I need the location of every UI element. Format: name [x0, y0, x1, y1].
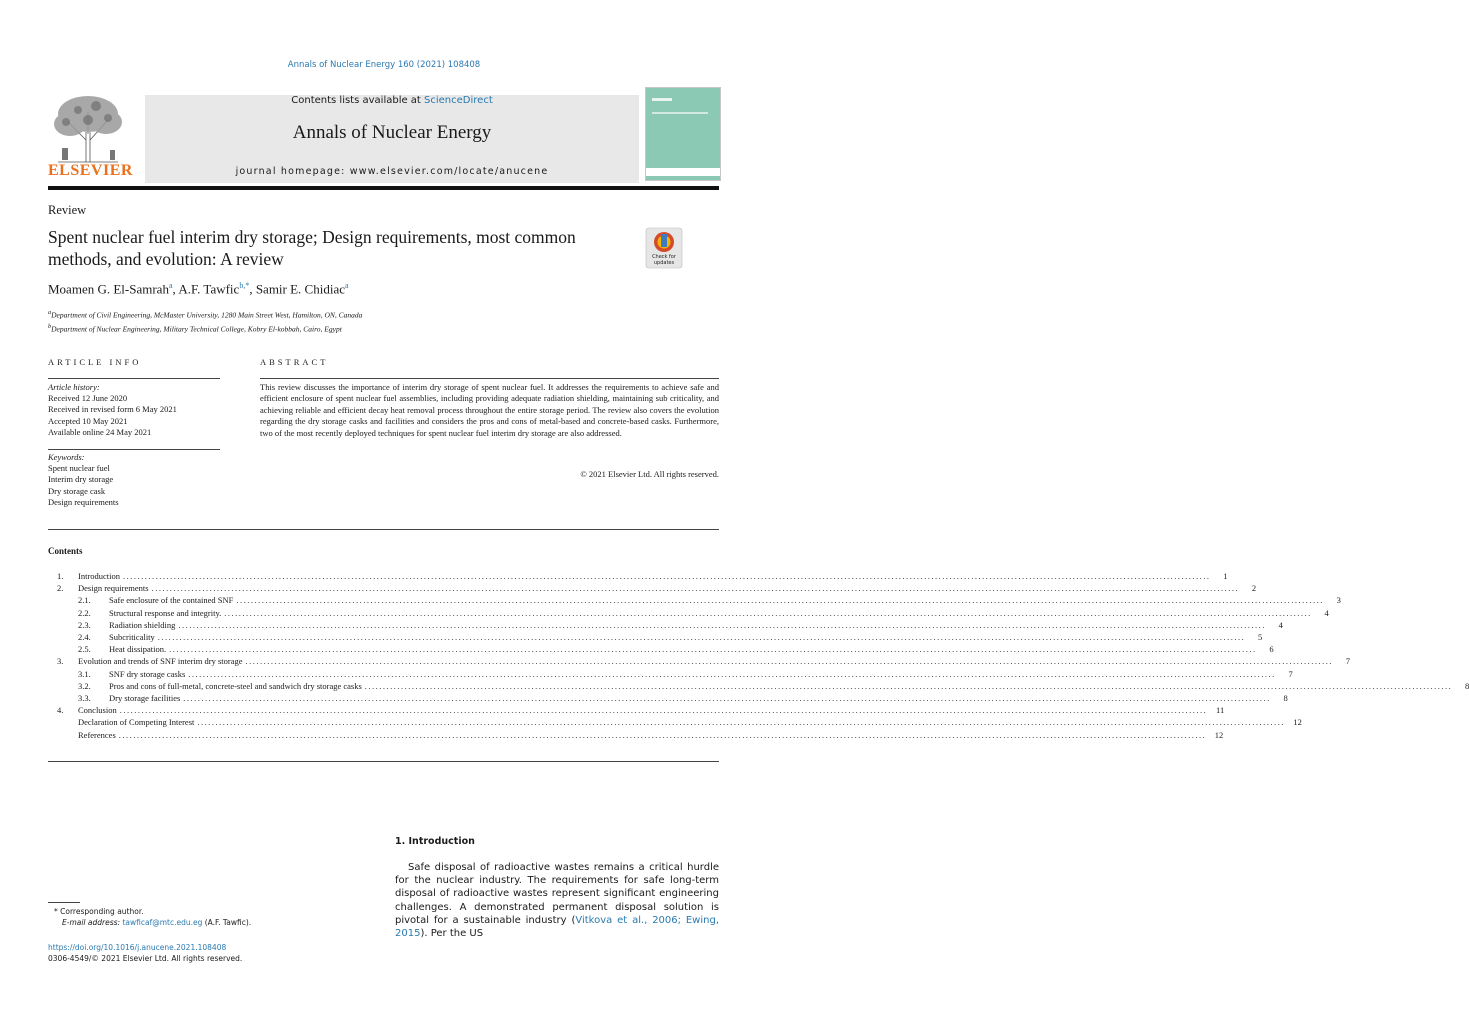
article-history: Article history: Received 12 June 2020 Received in revised form 6 May 2021 Accepted 10 May 2021 Available online 24 May 2021 [48, 382, 177, 437]
toc-leader: ............................................................................................................................................................................................................................................................................................................ [118, 729, 1207, 740]
toc-page-number: 12 [1214, 729, 1224, 740]
toc-title[interactable]: References [78, 729, 116, 740]
divider [48, 761, 719, 762]
toc-page-number: 7 [1345, 656, 1351, 667]
toc-entry[interactable] [48, 656, 1351, 668]
toc-leader: ............................................................................................................................................................................................................................................................................................................ [157, 632, 1246, 642]
toc-number: 2.3. [78, 619, 91, 630]
toc-page-number: 8 [1283, 693, 1288, 703]
toc-leader: ............................................................................................................................................................................................................................................................................................................ [123, 571, 1211, 581]
toc-page-number: 2 [1251, 583, 1257, 594]
journal-reference[interactable]: Annals of Nuclear Energy 160 (2021) 108408 [287, 60, 481, 70]
toc-leader: ............................................................................................................................................................................................................................................................................................................ [364, 680, 1453, 691]
elsevier-wordmark[interactable]: ELSEVIER [48, 162, 133, 179]
issn-line: 0306-4549/© 2021 Elsevier Ltd. All rights reserved. [48, 954, 243, 963]
toc-title[interactable]: Heat dissipation. [109, 644, 167, 655]
abstract-heading: ABSTRACT [260, 357, 329, 367]
doi-link[interactable]: https://doi.org/10.1016/j.anucene.2021.108408 [48, 943, 227, 952]
toc-entry[interactable] [48, 729, 1224, 742]
contents-heading: Contents [48, 546, 83, 556]
divider [260, 378, 719, 379]
abstract-text: This review discusses the importance of interim dry storage of spent nuclear fuel. It addresses the requirements to achieve safe and efficient enclosure of spent nuclear fuel assemblies, including providing adequate radiation shielding, maintaining sub criticality, and achieving reliable and efficient decay heat removal process throughout the entire storage period. The review also covers the evolution regarding the dry storage casks and facilities and considers the pros and cons of metal-based and concrete-based casks. Furthermore, two of the most recently deployed techniques for spent nuclear fuel interim dry storage are also addressed. [260, 382, 719, 438]
toc-entry[interactable] [48, 619, 1283, 632]
toc-page-number: 4 [1278, 619, 1283, 630]
toc-entry[interactable] [48, 668, 1293, 681]
toc-entry[interactable] [48, 717, 1302, 729]
article-info-heading: ARTICLE INFO [48, 357, 142, 367]
contents-prefix: Contents lists available at [291, 95, 425, 106]
author-name: A.F. Tawfic [178, 281, 240, 297]
divider [48, 378, 220, 379]
abstract-copyright: © 2021 Elsevier Ltd. All rights reserved. [580, 469, 719, 479]
svg-text:Check for: Check for [652, 254, 676, 260]
author-affil-mark[interactable]: b,* [239, 281, 250, 290]
toc-title[interactable]: Safe enclosure of the contained SNF [109, 595, 234, 606]
header-rule [48, 186, 719, 190]
toc-number: 2. [57, 583, 64, 594]
toc-number: 4. [57, 705, 64, 716]
crossmark-icon[interactable] [646, 228, 682, 268]
toc-entry[interactable] [48, 583, 1257, 595]
affiliation: $^a$Department of Civil Engineering, McMaster University, 1280 Main Street West, Hamilton, ON, Canada [48, 309, 363, 320]
svg-text:updates: updates [653, 260, 675, 266]
toc-title[interactable]: Radiation shielding [109, 619, 176, 630]
toc-number: 2.5. [78, 644, 91, 655]
toc-leader: ............................................................................................................................................................................................................................................................................................................ [197, 717, 1285, 728]
toc-title[interactable]: SNF dry storage casks [109, 668, 186, 679]
toc-leader: ............................................................................................................................................................................................................................................................................................................ [151, 583, 1240, 594]
toc-entry[interactable] [48, 680, 1469, 693]
author-list: Moamen G. El-Samrah$^a$, A.F. Tawfic$^{b,*}$, Samir E. Chidiac$^a$ [48, 281, 349, 297]
author-name: Moamen G. El-Samrah [48, 281, 169, 297]
toc-leader: ............................................................................................................................................................................................................................................................................................................ [178, 619, 1266, 630]
contents-available-line [145, 95, 639, 106]
toc-title[interactable]: Introduction [78, 571, 121, 581]
toc-entry[interactable] [48, 571, 1228, 583]
affiliations [48, 307, 362, 334]
toc-leader: ............................................................................................................................................................................................................................................................................................................ [169, 644, 1257, 655]
toc-entry[interactable] [48, 644, 1274, 656]
toc-entry[interactable] [48, 632, 1263, 644]
toc-page-number: 12 [1293, 717, 1302, 728]
toc-number: 3. [57, 656, 64, 667]
citation-link[interactable]: Vitkova et al., 2006; Ewing, 2015 [395, 914, 720, 940]
sciencedirect-link[interactable]: ScienceDirect [424, 95, 493, 106]
toc-number: 2.1. [78, 595, 91, 606]
toc-title[interactable]: Dry storage facilities [109, 693, 181, 703]
doi-block [48, 942, 242, 964]
divider [48, 449, 220, 450]
toc-entry[interactable] [48, 595, 1341, 607]
toc-page-number: 5 [1258, 632, 1263, 642]
divider [48, 529, 719, 530]
toc-page-number: 11 [1216, 705, 1225, 716]
toc-number: 2.2. [78, 607, 91, 618]
intro-paragraph: Safe disposal of radioactive wastes remains a critical hurdle for the nuclear industry. The requirements for safe long-term disposal of radioactive wastes represent significant engineering challenges. A demonstrated permanent disposal solution is pivotal for a sustainable industry (Vitkova et al., 2006; Ewing, 2015). Per the US [395, 862, 720, 940]
toc-leader: ............................................................................................................................................................................................................................................................................................................ [188, 668, 1276, 679]
toc-leader: ............................................................................................................................................................................................................................................................................................................ [119, 705, 1208, 716]
toc-title[interactable]: Pros and cons of full-metal, concrete-steel and sandwich dry storage casks [109, 680, 362, 691]
toc-entry[interactable] [48, 693, 1288, 705]
journal-cover-icon[interactable] [645, 87, 721, 181]
author-affil-mark[interactable]: a [168, 281, 173, 290]
toc-page-number: 3 [1336, 595, 1341, 606]
toc-leader: ............................................................................................................................................................................................................................................................................................................ [236, 595, 1324, 606]
toc-page-number: 4 [1324, 607, 1329, 618]
journal-homepage[interactable]: journal homepage: www.elsevier.com/locate/anucene [235, 166, 549, 177]
toc-page-number: 8 [1465, 680, 1469, 691]
toc-entry[interactable] [48, 607, 1329, 620]
toc-entry[interactable] [48, 705, 1225, 717]
toc-number: 3.1. [78, 668, 91, 679]
keywords: Keywords: Spent nuclear fuel Interim dry storage Dry storage cask Design requirements [48, 452, 119, 507]
footnote: * Corresponding author. E-mail address: tawficaf@mtc.edu.eg (A.F. Tawfic). [54, 907, 252, 927]
toc-title[interactable]: Subcriticality [109, 632, 155, 642]
toc-title[interactable]: Evolution and trends of SNF interim dry storage [78, 656, 243, 667]
toc-title[interactable]: Declaration of Competing Interest [78, 717, 195, 728]
toc-leader: ............................................................................................................................................................................................................................................................................................................ [245, 656, 1334, 667]
email-link[interactable]: tawficaf@mtc.edu.eg [122, 918, 203, 927]
toc-number: 3.2. [78, 680, 91, 691]
toc-title[interactable]: Conclusion [78, 705, 117, 716]
toc-number: 2.4. [78, 632, 91, 642]
author-affil-mark[interactable]: a [345, 281, 349, 290]
affiliation: $^b$Department of Nuclear Engineering, Military Technical College, Kobry El-kobbah, Cairo, Egypt [48, 322, 342, 333]
toc-page-number: 6 [1269, 644, 1274, 655]
section-heading: 1. Introduction [395, 836, 475, 847]
toc-leader: ............................................................................................................................................................................................................................................................................................................ [224, 607, 1312, 618]
toc-title[interactable]: Structural response and integrity. [109, 607, 222, 618]
author-name: Samir E. Chidiac [255, 281, 345, 297]
elsevier-tree-logo-icon[interactable] [48, 92, 128, 164]
toc-title[interactable]: Design requirements [78, 583, 149, 594]
article-type: Review [48, 203, 87, 217]
toc-page-number: 1 [1223, 571, 1228, 581]
article-title: Spent nuclear fuel interim dry storage; Design requirements, most common methods, and evolution: A review [48, 227, 576, 269]
toc-number: 3.3. [78, 693, 91, 703]
journal-title[interactable]: Annals of Nuclear Energy [292, 122, 492, 143]
toc-number: 1. [57, 571, 64, 581]
footnote-rule [48, 902, 80, 903]
toc-leader: ............................................................................................................................................................................................................................................................................................................ [183, 693, 1271, 703]
toc-page-number: 7 [1288, 668, 1293, 679]
